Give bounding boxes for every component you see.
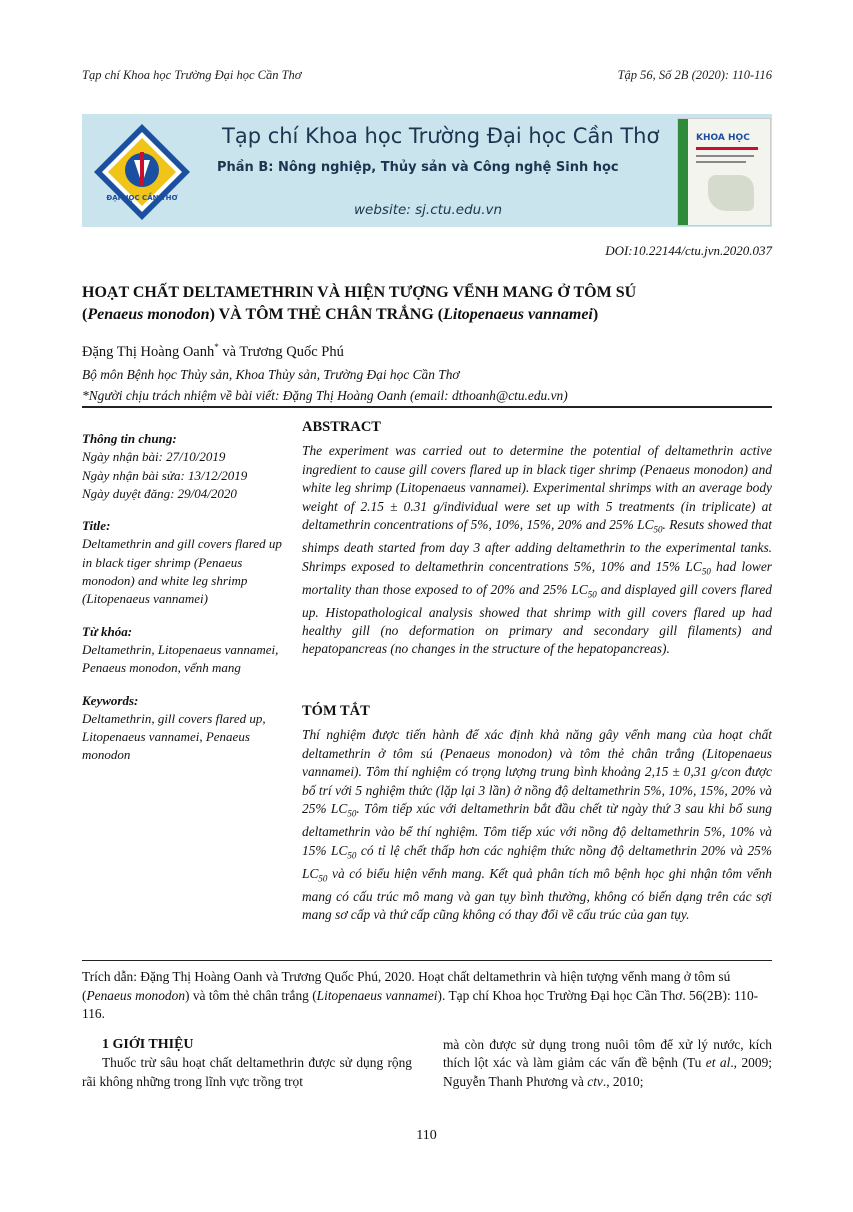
affiliation: Bộ môn Bệnh học Thủy sản, Khoa Thủy sản, Trường Đại học Cần Thơ bbox=[82, 367, 460, 382]
abstract-heading: ABSTRACT bbox=[302, 419, 381, 435]
banner-subtitle: Phần B: Nông nghiệp, Thủy sản và Công nghệ Sinh học bbox=[217, 160, 619, 175]
tomtat-text: Thí nghiệm được tiến hành để xác định khả năng gây vểnh mang của hoạt chất deltamethrin ở tôm sú (Penaeus monodon) và tôm thẻ chân trắng (Litopenaeus vannamei). Tôm thí nghiệm có trọng lượng trung bình khoảng 2,15 ± 0,31 g/con được bố trí với 5 nghiệm thức (lặp lại 3 lần) ở nồng độ deltamethrin 5%, 10%, 15%, 20% và 25% $LC_{50}$. Tôm tiếp xúc với deltamethrin bắt đầu chết từ ngày thứ 3 sau khi bổ sung deltamethrin vào bể thí nghiệm. Tôm tiếp xúc với nồng độ deltamethrin 5%, 10% và 15% $LC_{50}$ có tỉ lệ chết thấp hơn các nghiệm thức nồng độ deltamethrin 20% và 25% $LC_{50}$ và có biểu hiện vểnh mang. Kết quả phân tích mô bệnh học ghi nhận tôm vểnh mang có cấu trúc mô mang và gan tụy bình thường, không có biến dạng trên các sợi mang sơ cấp và thứ cấp cũng không có thay đổi về cấu trúc của gan tụy. bbox=[302, 727, 772, 923]
title-line-1: HOẠT CHẤT DELTAMETHRIN VÀ HIỆN TƯỢNG VỂNH MANG Ở TÔM SÚ bbox=[82, 284, 637, 301]
intro-right-column bbox=[443, 1036, 772, 1091]
correspondence: *Người chịu trách nhiệm về bài viết: Đặng Thị Hoàng Oanh (email: dthoanh@ctu.edu.vn) bbox=[82, 388, 568, 403]
intro-left-column bbox=[82, 1036, 412, 1091]
cover-title: KHOA HỌC bbox=[696, 133, 750, 143]
article-info-sidebar bbox=[82, 430, 287, 765]
info-heading: Thông tin chung: bbox=[82, 431, 177, 446]
abstract-text: The experiment was carried out to determine the potential of deltamethrin active ingredient to cause gill covers flared up in black tiger shrimp (Penaeus monodon) and white leg shrimp (Litopenaeus vannamei). Experimental shrimps with an average body weight of 2.15 ± 0.31 g/individual were set up with 5 treatments (in triplicate) at deltamethrin concentrations of 5%, 10%, 15%, 20% and 25% $LC_{50}$. Resuts showed that shimps death started from day 3 after adding deltamethrin to the experimental tanks. Shrimps exposed to deltamethrin concentrations 5%, 10% and 15% $LC_{50}$ had lower mortality than those exposed to of 20% and 25% $LC_{50}$ and displayed gill covers flared up. Histopathological analysis showed that shrimp with gill covers flared up had healthy gill (no deformation on primary and secondary gill filaments) and hepatopancreas (no changes in the structure of the hepatopancreas). bbox=[302, 443, 773, 657]
accepted-date: Ngày duyệt đăng: 29/04/2020 bbox=[82, 485, 237, 501]
header-divider bbox=[82, 406, 772, 408]
citation-divider bbox=[82, 960, 772, 961]
university-logo-icon bbox=[92, 122, 192, 222]
intro-paragraph-left: Thuốc trừ sâu hoạt chất deltamethrin được sử dụng rộng rãi không những trong lĩnh vực trồng trọt bbox=[82, 1055, 412, 1089]
intro-paragraph-right: mà còn được sử dụng trong nuôi tôm để xử lý nước, kích thích lột xác và làm giảm các vấn đề bệnh (Tu et al., 2009; Nguyễn Thanh Phương và ctv., 2010; bbox=[443, 1037, 772, 1089]
journal-cover-thumbnail bbox=[677, 118, 771, 226]
article-title bbox=[82, 282, 772, 326]
doi[interactable]: DOI:10.22144/ctu.jvn.2020.037 bbox=[605, 243, 772, 258]
title-line-2: (Penaeus monodon) VÀ TÔM THẺ CHÂN TRẮNG (Litopenaeus vannamei) bbox=[82, 306, 599, 323]
banner-title: Tạp chí Khoa học Trường Đại học Cần Thơ bbox=[222, 124, 660, 148]
en-keywords: Deltamethrin, gill covers flared up, Litopenaeus vannamei, Penaeus monodon bbox=[82, 710, 266, 763]
author-1: Đặng Thị Hoàng Oanh bbox=[82, 343, 215, 360]
running-header-journal: Tạp chí Khoa học Trường Đại học Cần Thơ bbox=[82, 68, 302, 82]
vi-keywords: Deltamethrin, Litopenaeus vannamei, Penaeus monodon, vểnh mang bbox=[82, 641, 279, 676]
english-title: Deltamethrin and gill covers flared up in black tiger shrimp (Penaeus monodon) and white leg shrimp (Litopenaeus vannamei) bbox=[82, 536, 282, 607]
citation: Trích dẫn: Đặng Thị Hoàng Oanh và Trương Quốc Phú, 2020. Hoạt chất deltamethrin và hiện tượng vểnh mang ở tôm sú (Penaeus monodon) và tôm thẻ chân trắng (Litopenaeus vannamei). Tạp chí Khoa học Trường Đại học Cần Thơ. 56(2B): 110-116. bbox=[82, 969, 759, 1021]
running-header-volume: Tập 56, Số 2B (2020): 110-116 bbox=[617, 68, 772, 82]
intro-heading: 1 GIỚI THIỆU bbox=[102, 1037, 194, 1052]
page-number: 110 bbox=[416, 1128, 437, 1143]
vi-keywords-heading: Từ khóa: bbox=[82, 623, 133, 639]
title-heading: Title: bbox=[82, 518, 111, 534]
journal-banner bbox=[82, 114, 772, 227]
received-date: Ngày nhận bài: 27/10/2019 bbox=[82, 449, 226, 465]
banner-website[interactable]: website: sj.ctu.edu.vn bbox=[354, 202, 503, 218]
authors: Đặng Thị Hoàng Oanh* và Trương Quốc Phú bbox=[82, 342, 344, 360]
en-keywords-heading: Keywords: bbox=[82, 692, 139, 708]
abstract-section bbox=[302, 418, 772, 659]
tomtat-section bbox=[302, 702, 772, 924]
logo-text: ĐẠI HỌC CẦN THƠ bbox=[106, 194, 178, 202]
revised-date: Ngày nhận bài sửa: 13/12/2019 bbox=[82, 467, 248, 483]
tomtat-heading: TÓM TẮT bbox=[302, 703, 370, 719]
author-2: và Trương Quốc Phú bbox=[218, 343, 344, 360]
